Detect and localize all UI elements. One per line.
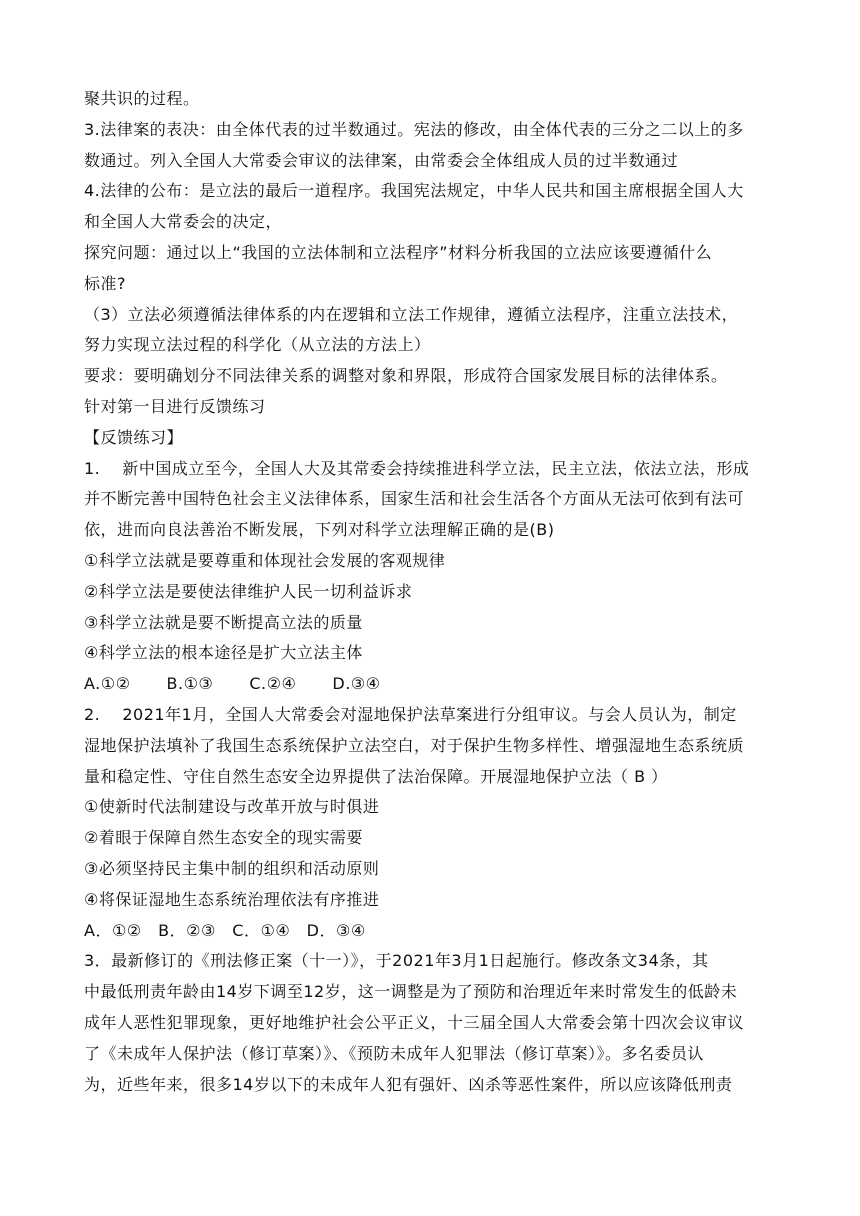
- question-2-statement: ②着眼于保障自然生态安全的现实需要: [84, 828, 363, 848]
- document-page: [84, 84, 784, 1100]
- question-3-stem: 中最低刑责年龄由14岁下调至12岁，这一调整是为了预防和治理近年来时常发生的低龄未: [84, 982, 738, 1002]
- question-2-statement: ④将保证湿地生态系统治理依法有序推进: [84, 889, 380, 909]
- question-1-statement: ①科学立法就是要尊重和体现社会发展的客观规律: [84, 550, 446, 570]
- question-2-stem: 2. 2021年1月，全国人大常委会对湿地保护法草案进行分组审议。与会人员认为，制定: [84, 704, 737, 724]
- question-1-stem: 依，进而向良法善治不断发展，下列对科学立法理解正确的是(B): [84, 520, 555, 540]
- text-line: 标准?: [84, 273, 126, 293]
- question-2-statement: ①使新时代法制建设与改革开放与时俱进: [84, 797, 380, 817]
- question-2-options: A．①② B．②③ C．①④ D．③④: [84, 920, 366, 940]
- question-3-stem: 为，近些年来，很多14岁以下的未成年人犯有强奸、凶杀等恶性案件，所以应该降低刑责: [84, 1074, 733, 1094]
- text-line: （3）立法必须遵循法律体系的内在逻辑和立法工作规律，遵循立法程序，注重立法技术，: [84, 304, 739, 324]
- question-3-stem: 3．最新修订的《刑法修正案（十一）》，于2021年3月1日起施行。修改条文34条，其: [84, 951, 709, 971]
- text-line: 数通过。列入全国人大常委会审议的法律案，由常委会全体组成人员的过半数通过: [84, 150, 679, 170]
- text-line: 4.法律的公布：是立法的最后一道程序。我国宪法规定，中华人民共和国主席根据全国人大: [84, 181, 744, 201]
- inquiry-question-line: 探究问题：通过以上“我国的立法体制和立法程序”材料分析我国的立法应该要遵循什么: [84, 242, 713, 262]
- text-line: 3.法律案的表决：由全体代表的过半数通过。宪法的修改，由全体代表的三分之二以上的多: [84, 119, 744, 139]
- text-line: 聚共识的过程。: [84, 89, 200, 108]
- text-line: 针对第一目进行反馈练习: [84, 396, 266, 416]
- text-line: 和全国人大常委会的决定，: [84, 212, 283, 232]
- question-1-statement: ③科学立法就是要不断提高立法的质量: [84, 612, 363, 632]
- question-1-options: A.①② B.①③ C.②④ D.③④: [84, 674, 381, 694]
- question-1-statement: ④科学立法的根本途径是扩大立法主体: [84, 643, 363, 663]
- question-2-stem: 量和稳定性、守住自然生态安全边界提供了法治保障。开展湿地保护立法（ B ）: [84, 766, 668, 786]
- question-2-statement: ③必须坚持民主集中制的组织和活动原则: [84, 858, 380, 878]
- question-2-stem: 湿地保护法填补了我国生态系统保护立法空白，对于保护生物多样性、增强湿地生态系统质: [84, 735, 745, 755]
- section-heading: 【反馈练习】: [84, 427, 184, 447]
- question-1-stem: 并不断完善中国特色社会主义法律体系，国家生活和社会生活各个方面从无法可依到有法可: [84, 489, 745, 509]
- text-line: 努力实现立法过程的科学化（从立法的方法上）: [84, 335, 431, 355]
- question-3-stem: 了《未成年人保护法（修订草案）》、《预防未成年人犯罪法（修订草案）》。多名委员认: [84, 1043, 705, 1063]
- question-3-stem: 成年人恶性犯罪现象，更好地维护社会公平正义，十三届全国人大常委会第十四次会议审议: [84, 1012, 745, 1032]
- question-1-statement: ②科学立法是要使法律维护人民一切利益诉求: [84, 581, 413, 601]
- text-line: 要求：要明确划分不同法律关系的调整对象和界限，形成符合国家发展目标的法律体系。: [84, 366, 728, 386]
- question-1-stem: 1. 新中国成立至今，全国人大及其常委会持续推进科学立法，民主立法，依法立法，形成: [84, 458, 750, 478]
